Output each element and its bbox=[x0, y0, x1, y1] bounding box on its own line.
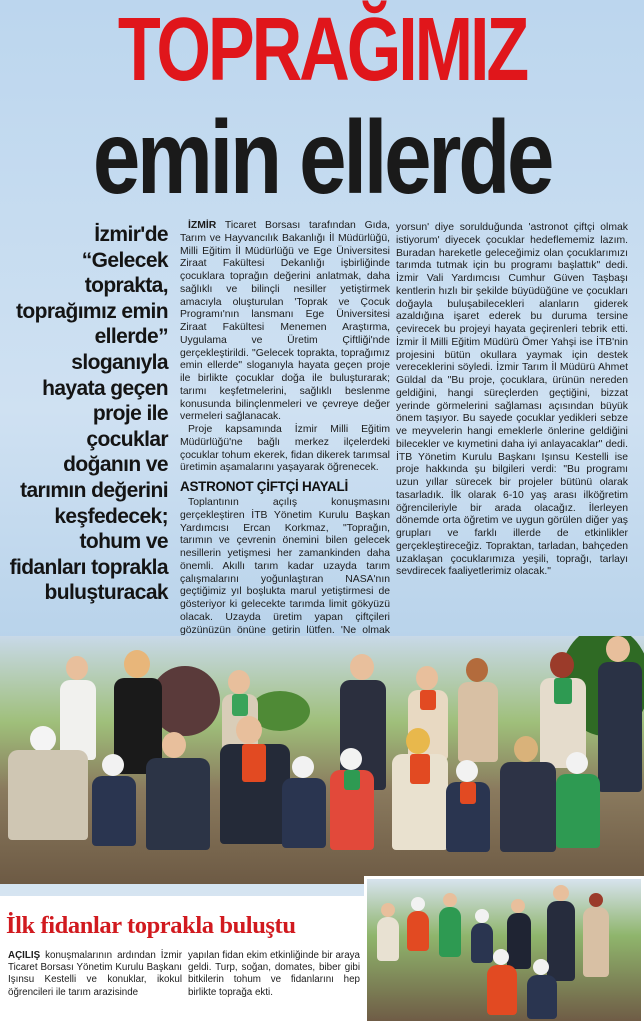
article-paragraph-4: yorsun' diye sorulduğunda 'astronot çiftçi olmak istiyorum' diyecek çocuklar hedeflememiz lazım. Buradan hareketle geleceğimiz olan çocuklarımızı tarımda tutmak için bu programı başlattık" dedi. İzmir Vali Yardımcısı Cumhur Güven Taşbaşı kentlerin hızlı bir şekilde büyüdüğüne ve çocukları doğayla buluşabilecekleri alanların giderek azaldığına işaret ederek bu duruma tersine çevirecek bu projeyi hayata geçirenleri tebrik etti. İzmir İl Milli Eğitim Müdürü Ömer Yahşi ise İTB'nin projesini bütün okullara yaymak için destek vereceklerini söyledi. İzmir Tarım İl Müdürü Ahmet Güldal da "Bu proje, çocuklara, ürünün nereden geldiğini, hangi süreçlerden geçtiğini, bizzat yerinde görmelerini sağlaması açısından büyük önem taşıyor. Bu sayede çocuklar yedikleri sebze ve meyvelerin hangi emeklerle önlerine geldiğini bilecekler ve kıymetini daha iyi anlayacaklar" dedi. İTB Yönetim Kurulu Başkanı Işınsu Kestelli ise proje hakkında şu bilgileri verdi: "Bu programı uzun yıllar sürecek bir projeler bütünü olarak tasarladık. İlk olarak 6-10 yaş arası ilköğretim öğrencileriyle bir arada olacağız. İlerleyen dönemde orta öğretim ve uygun görülen diğer yaş grupları ve farklı illerde de etkinlikler gerçekleştireceğiz. Topraktan, tarladan, bahçeden uzaklaşan çocuklarımıza yeşili, toprağı, tarlayı sevdirecek faaliyetlerimiz olacak." bbox=[396, 222, 628, 578]
article-paragraph-1: Ticaret Borsası tarafından Gıda, Tarım ve Hayvancılık Bakanlığı İl Müdürlüğü, Milli Eğitim İl Müdürlüğü ve Ege Üniversitesi Ziraat Fakültesi Dekanlığı işbirliğinde çocuklara toprağın değerini anlatmak, daha sağlıklı ve bilinçli nesiller yetiştirmek amacıyla oluşturulan 'Toprak ve Çocuk Programı'nın lansmanı Ege Üniversitesi Ziraat Fakültesi Menemen Araştırma, Uygulama ve Üretim Çiftliği'nde gerçekleştirildi. "Gelecek toprakta, toprağımız emin ellerde" sloganıyla hayata geçen proje ile birlikte çocuklar doğa ile buluşturarak; tarımı keşfetmelerini, sağlıklı beslenme konusunda bilinçlenmeleri ve çevreye değer vermeleri sağlanacak. bbox=[180, 220, 390, 423]
article-column-2 bbox=[396, 222, 628, 628]
main-photo bbox=[0, 636, 644, 884]
caption-text-2: yapılan fidan ekim etkinliğinde bir araya geldi. Turp, soğan, domates, biber gibi bitkilerin tohum ve fidanlarını hep birlikte toprağa ekti. bbox=[188, 950, 360, 998]
inset-photo bbox=[364, 876, 644, 1024]
article-lead-word: İZMİR bbox=[188, 220, 217, 231]
article-paragraph-3: Toplantının açılış konuşmasını gerçekleştiren İTB Yönetim Kurulu Başkan Yardımcısı Ercan Korkmaz, "Toprağın, tarımın ve çevrenin önemini bilen gelecek nesillerin yetişmesi her zamankinden daha önemli. Akıllı tarım kadar uzayda tarım çalışmalarını yoğunlaştıran NASA'nın geçtiğimiz yıl boşlukta marul yetiştirmesi de gösteriyor ki gelecekte tarımda limit gökyüzü olacak. Uzayda üretim yapan çiftçileri gözünüzün önüne getirin lütfen. 'Ne olmak bbox=[180, 497, 390, 636]
headline-subtitle: emin ellerde bbox=[92, 100, 552, 216]
headline-title: TOPRAĞIMIZ bbox=[117, 0, 527, 100]
article-subheading: ASTRONOT ÇİFTÇİ HAYALİ bbox=[180, 479, 348, 494]
article-paragraph-2: Proje kapsamında İzmir Milli Eğitim Müdürlüğü'ne bağlı merkez ilçelerdeki çocuklar tohum ekerek, fidan dikerek tarımsal üretimin aşamalarını yaşayarak öğrenecek. bbox=[180, 424, 390, 474]
intro-summary: İzmir'de “Gelecek toprakta, toprağımız emin ellerde” sloganıyla hayata geçen proje ile çocuklar doğanın ve tarımın değerini keşfedecek; tohum ve fidanları toprakla buluşturacak bbox=[9, 223, 168, 605]
caption-lead-word: AÇILIŞ bbox=[8, 950, 41, 961]
caption-column-1 bbox=[8, 950, 182, 999]
caption-text-1: konuşmalarının ardından İzmir Ticaret Borsası Yönetim Kurulu Başkanı Işınsu Kestelli ve konuklar, ikokul öğrencileri ile tarım arazisinde bbox=[8, 950, 182, 998]
article-column-1 bbox=[180, 220, 390, 638]
caption-title: İlk fidanlar toprakla buluştu bbox=[6, 912, 296, 939]
